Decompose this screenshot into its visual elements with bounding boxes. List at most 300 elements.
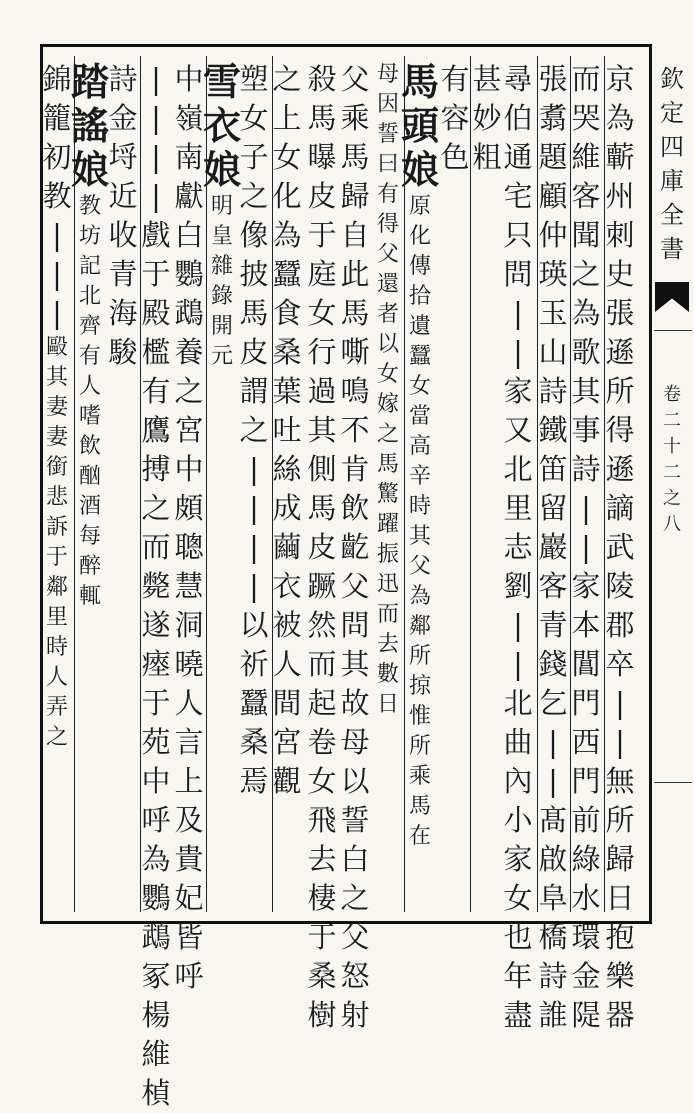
annotation-char: 當	[408, 404, 431, 429]
annotation-char: 鄰	[45, 575, 68, 600]
annotation-char: 齊	[78, 314, 101, 339]
text-char: 上	[272, 101, 302, 135]
text-char: 為	[272, 218, 302, 252]
text-char: 楊	[141, 998, 171, 1032]
text-char: 抱	[605, 920, 635, 954]
entry-title-char: 馬	[401, 59, 440, 104]
text-char: 飛	[307, 803, 337, 837]
text-char: 搏	[141, 452, 171, 486]
text-char: 隄	[571, 998, 601, 1032]
text-char: 馬	[239, 296, 269, 330]
fishtail-mark-icon	[655, 282, 689, 312]
text-char: 海	[108, 296, 138, 330]
text-char: 日	[605, 881, 635, 915]
text-char: 橋	[538, 920, 568, 954]
text-char: 故	[340, 686, 370, 720]
text-char: |	[249, 491, 259, 525]
text-char: 戲	[141, 218, 171, 252]
annotation-char: 有	[78, 344, 101, 369]
text-char: |	[151, 140, 161, 174]
text-char: 錢	[538, 647, 568, 681]
annotation-char: 人	[45, 665, 68, 690]
text-char: 不	[340, 413, 370, 447]
text-char: 于	[307, 218, 337, 252]
text-char: 馬	[307, 491, 337, 525]
text-char: 只	[503, 218, 533, 252]
text-char: 然	[307, 608, 337, 642]
text-char: 卒	[605, 647, 635, 681]
annotation-char: 皇	[210, 224, 233, 249]
annotation-char: 馬	[376, 452, 399, 477]
text-char: 刺	[605, 218, 635, 252]
text-char: 怒	[340, 959, 370, 993]
annotation-char: 教	[78, 194, 101, 219]
text-char: 肯	[340, 452, 370, 486]
text-char: 其	[340, 647, 370, 681]
text-char: 桑	[239, 725, 269, 759]
text-char: 桑	[307, 959, 337, 993]
text-char: 有	[141, 374, 171, 408]
text-char: 詩	[571, 452, 601, 486]
text-char: 貴	[174, 842, 204, 876]
text-char: 鵡	[141, 920, 171, 954]
text-char: 化	[272, 179, 302, 213]
text-char: 及	[174, 803, 204, 837]
text-char: 笛	[538, 452, 568, 486]
text-char: 乞	[538, 686, 568, 720]
text-char: 家	[503, 374, 533, 408]
text-char: 甚	[472, 62, 502, 96]
text-char: 蠶	[239, 686, 269, 720]
annotation-char: 在	[408, 824, 431, 849]
text-char: 女	[239, 101, 269, 135]
text-char: 檻	[141, 335, 171, 369]
text-char: 中	[174, 452, 204, 486]
text-char: 所	[605, 803, 635, 837]
annotation-char: 蠶	[408, 344, 431, 369]
text-char: 年	[503, 959, 533, 993]
text-char: 樹	[307, 998, 337, 1032]
text-char: |	[52, 218, 62, 252]
text-char: 過	[307, 374, 337, 408]
annotation-char: 辛	[408, 464, 431, 489]
text-char: 庭	[307, 257, 337, 291]
text-char: 得	[605, 413, 635, 447]
text-char: 聞	[571, 218, 601, 252]
text-char: 觀	[272, 764, 302, 798]
text-char: 問	[503, 257, 533, 291]
annotation-char: 去	[376, 632, 399, 657]
annotation-char: 銜	[45, 455, 68, 480]
text-char: 中	[141, 764, 171, 798]
text-char: 張	[605, 296, 635, 330]
text-char: 歸	[605, 842, 635, 876]
margin-volume-label: 卷 二 十 二 之 八	[663, 384, 681, 535]
annotation-char: 開	[210, 314, 233, 339]
page-margin	[652, 44, 692, 924]
text-char: 養	[174, 335, 204, 369]
text-char: 以	[239, 608, 269, 642]
text-char: 行	[307, 335, 337, 369]
text-char: 金	[108, 101, 138, 135]
text-char: 于	[141, 257, 171, 291]
text-char: 伯	[503, 101, 533, 135]
text-char: 詩	[538, 374, 568, 408]
annotation-char: 酗	[78, 464, 101, 489]
text-char: 家	[571, 569, 601, 603]
text-char: 環	[571, 920, 601, 954]
text-char: 斃	[141, 569, 171, 603]
annotation-char: 日	[376, 692, 399, 717]
annotation-char: 女	[376, 362, 399, 387]
annotation-char: 嫁	[376, 392, 399, 417]
text-char: |	[513, 296, 523, 330]
annotation-char: 時	[408, 494, 431, 519]
text-char: 繭	[272, 530, 302, 564]
text-char: 前	[571, 803, 601, 837]
text-char: 而	[141, 530, 171, 564]
annotation-char: 者	[376, 302, 399, 327]
text-char: 里	[503, 491, 533, 525]
text-char: 州	[605, 179, 635, 213]
text-char: 獻	[174, 179, 204, 213]
entry-title-char: 娘	[401, 147, 440, 192]
text-char: 北	[503, 686, 533, 720]
text-char: 呼	[141, 803, 171, 837]
annotation-char: 訴	[45, 515, 68, 540]
annotation-char: 之	[376, 422, 399, 447]
text-char: 其	[307, 413, 337, 447]
text-char: 水	[571, 881, 601, 915]
text-char: 巖	[538, 530, 568, 564]
text-char: 子	[239, 140, 269, 174]
annotation-char: 飲	[78, 434, 101, 459]
text-char: 有	[440, 62, 470, 96]
text-char: 之	[571, 257, 601, 291]
text-char: 遜	[605, 335, 635, 369]
text-char: 謫	[605, 491, 635, 525]
text-char: 殺	[307, 62, 337, 96]
annotation-char: 迅	[376, 572, 399, 597]
text-char: 白	[340, 842, 370, 876]
text-char: 皮	[307, 530, 337, 564]
text-char: 鸚	[141, 881, 171, 915]
text-char: 為	[571, 296, 601, 330]
text-char: 馬	[307, 101, 337, 135]
text-char: |	[249, 530, 259, 564]
entry-title-char: 雪	[203, 59, 242, 104]
text-char: 曉	[174, 647, 204, 681]
text-char: 鳴	[340, 374, 370, 408]
annotation-char: 輒	[78, 584, 101, 609]
text-char: 誓	[340, 803, 370, 837]
annotation-char: 乘	[408, 764, 431, 789]
text-char: 葉	[272, 374, 302, 408]
text-char: 盡	[503, 998, 533, 1032]
text-char: 為	[141, 842, 171, 876]
annotation-char: 惟	[408, 704, 431, 729]
text-char: 鷹	[141, 413, 171, 447]
annotation-char: 雜	[210, 254, 233, 279]
text-char: 粗	[472, 140, 502, 174]
text-char: 呼	[174, 959, 204, 993]
annotation-char: 妻	[45, 395, 68, 420]
text-char: 之	[239, 413, 269, 447]
annotation-char: 還	[376, 272, 399, 297]
text-char: 尋	[503, 62, 533, 96]
annotation-char: 悲	[45, 485, 68, 510]
text-char: 京	[605, 62, 635, 96]
text-char: 容	[440, 101, 470, 135]
text-char: 內	[503, 764, 533, 798]
annotation-char: 醉	[78, 554, 101, 579]
text-char: 人	[272, 647, 302, 681]
text-char: 射	[340, 998, 370, 1032]
annotation-char: 每	[78, 524, 101, 549]
text-char: |	[52, 257, 62, 291]
text-char: 齕	[340, 530, 370, 564]
annotation-char: 得	[376, 212, 399, 237]
text-char: 為	[605, 101, 635, 135]
text-char: 上	[174, 764, 204, 798]
text-char: 問	[340, 608, 370, 642]
text-char: 棲	[307, 881, 337, 915]
text-char: |	[249, 569, 259, 603]
annotation-char: 里	[45, 605, 68, 630]
text-char: 宅	[503, 179, 533, 213]
text-char: 綠	[571, 842, 601, 876]
annotation-char: 掠	[408, 674, 431, 699]
text-char: 以	[340, 764, 370, 798]
text-char: 鐵	[538, 413, 568, 447]
annotation-char: 其	[45, 365, 68, 390]
text-char: 冢	[141, 959, 171, 993]
entry-title-char: 娘	[203, 147, 242, 192]
text-char: 小	[503, 803, 533, 837]
annotation-char: 拾	[408, 284, 431, 309]
text-char: 門	[571, 764, 601, 798]
annotation-char: 曰	[376, 152, 399, 177]
entry-title-char: 踏	[71, 59, 110, 104]
annotation-char: 錄	[210, 284, 233, 309]
text-char: 髙	[538, 803, 568, 837]
text-char: 塑	[239, 62, 269, 96]
text-char: 哭	[571, 101, 601, 135]
text-char: 蠶	[272, 257, 302, 291]
annotation-char: 馬	[408, 794, 431, 819]
entry-title-char: 頭	[401, 103, 440, 148]
text-char: 張	[538, 62, 568, 96]
text-char: 聰	[174, 530, 204, 564]
text-char: 吐	[272, 413, 302, 447]
annotation-char: 母	[376, 62, 399, 87]
annotation-char: 妻	[45, 425, 68, 450]
text-char: 色	[440, 140, 470, 174]
text-char: |	[52, 296, 62, 330]
annotation-char: 因	[376, 92, 399, 117]
text-char: 皮	[307, 179, 337, 213]
text-char: 北	[503, 452, 533, 486]
annotation-char: 振	[376, 542, 399, 567]
text-char: 宮	[174, 413, 204, 447]
text-char: 言	[174, 725, 204, 759]
text-char: 客	[571, 179, 601, 213]
text-char: 阜	[538, 881, 568, 915]
text-char: 去	[307, 842, 337, 876]
text-char: 楨	[141, 1076, 171, 1110]
annotation-char: 元	[210, 344, 233, 369]
text-char: 曝	[307, 140, 337, 174]
text-char: 所	[605, 374, 635, 408]
text-char: 詩	[538, 959, 568, 993]
text-char: 初	[42, 140, 72, 174]
margin-book-title: 欽 定 四 庫 全 書	[660, 65, 684, 263]
text-char: |	[615, 686, 625, 720]
annotation-char: 躍	[376, 512, 399, 537]
text-char: 之	[272, 62, 302, 96]
entry-title-char: 娘	[71, 147, 110, 192]
text-char: 仲	[538, 218, 568, 252]
text-char: 駿	[108, 335, 138, 369]
text-column-c18	[36, 60, 78, 910]
annotation-char: 其	[408, 524, 431, 549]
text-char: |	[513, 335, 523, 369]
text-char: 其	[571, 374, 601, 408]
annotation-char: 時	[45, 635, 68, 660]
annotation-char: 遺	[408, 314, 431, 339]
text-char: 西	[571, 725, 601, 759]
text-char: |	[615, 725, 625, 759]
text-char: 維	[141, 1037, 171, 1071]
text-char: 事	[571, 413, 601, 447]
text-char: |	[151, 179, 161, 213]
text-char: 成	[272, 491, 302, 525]
text-char: 收	[108, 218, 138, 252]
text-char: 又	[503, 413, 533, 447]
annotation-char: 數	[376, 662, 399, 687]
annotation-char: 以	[376, 332, 399, 357]
text-char: 陵	[605, 569, 635, 603]
text-char: |	[151, 62, 161, 96]
annotation-char: 人	[78, 374, 101, 399]
text-char: 起	[307, 686, 337, 720]
text-char: 妙	[472, 101, 502, 135]
text-char: 女	[272, 140, 302, 174]
annotation-char: 原	[408, 194, 431, 219]
text-char: 近	[108, 179, 138, 213]
text-char: 啟	[538, 842, 568, 876]
text-char: 自	[340, 218, 370, 252]
text-char: 也	[503, 920, 533, 954]
text-char: 之	[141, 491, 171, 525]
text-char: 宮	[272, 725, 302, 759]
text-char: 通	[503, 140, 533, 174]
text-char: 卷	[307, 725, 337, 759]
text-char: 留	[538, 491, 568, 525]
annotation-char: 明	[210, 194, 233, 219]
text-char: 皆	[174, 920, 204, 954]
text-char: 父	[340, 62, 370, 96]
text-char: 間	[272, 686, 302, 720]
text-char: 籠	[42, 101, 72, 135]
text-char: 無	[605, 764, 635, 798]
text-char: 歸	[340, 179, 370, 213]
text-char: 馬	[340, 140, 370, 174]
text-char: 志	[503, 530, 533, 564]
annotation-char: 傳	[408, 254, 431, 279]
text-char: 武	[605, 530, 635, 564]
text-char: 曲	[503, 725, 533, 759]
entry-title-char: 衣	[203, 103, 242, 148]
text-char: 史	[605, 257, 635, 291]
text-char: |	[581, 491, 591, 525]
text-char: 青	[538, 608, 568, 642]
annotation-char: 鄰	[408, 614, 431, 639]
annotation-char: 所	[408, 734, 431, 759]
text-char: 食	[272, 296, 302, 330]
text-char: 父	[340, 920, 370, 954]
text-char: 馬	[340, 296, 370, 330]
text-char: 詩	[108, 62, 138, 96]
text-char: 嘶	[340, 335, 370, 369]
text-char: 女	[503, 881, 533, 915]
text-char: 門	[571, 686, 601, 720]
text-char: 之	[239, 179, 269, 213]
text-char: 皮	[239, 335, 269, 369]
text-char: 絲	[272, 452, 302, 486]
text-char: 本	[571, 608, 601, 642]
text-char: 鸚	[174, 257, 204, 291]
text-char: 南	[174, 140, 204, 174]
text-char: 玉	[538, 296, 568, 330]
text-char: 于	[307, 920, 337, 954]
text-char: 維	[571, 140, 601, 174]
text-char: 乘	[340, 101, 370, 135]
text-char: |	[249, 452, 259, 486]
text-char: 妃	[174, 881, 204, 915]
text-char: 白	[174, 218, 204, 252]
text-char: 瘞	[141, 647, 171, 681]
text-char: |	[513, 647, 523, 681]
text-char: 洞	[174, 608, 204, 642]
text-char: 桑	[272, 335, 302, 369]
text-char: 蘄	[605, 140, 635, 174]
text-char: 閶	[571, 647, 601, 681]
text-char: 山	[538, 335, 568, 369]
text-char: 嶺	[174, 101, 204, 135]
text-char: 遂	[141, 608, 171, 642]
text-char: 歌	[571, 335, 601, 369]
text-char: 郡	[605, 608, 635, 642]
text-char: 殿	[141, 296, 171, 330]
text-char: 而	[307, 647, 337, 681]
text-char: 蹶	[307, 569, 337, 603]
text-char: 家	[503, 842, 533, 876]
text-char: 焉	[239, 764, 269, 798]
text-char: 器	[605, 998, 635, 1032]
text-char: 誰	[538, 998, 568, 1032]
text-char: 苑	[141, 725, 171, 759]
annotation-char: 于	[45, 545, 68, 570]
annotation-char: 女	[408, 374, 431, 399]
text-char: 衣	[272, 569, 302, 603]
text-char: 女	[307, 764, 337, 798]
text-char: 母	[340, 725, 370, 759]
text-char: 祈	[239, 647, 269, 681]
text-char: 而	[571, 62, 601, 96]
text-char: 父	[340, 569, 370, 603]
annotation-char: 所	[408, 644, 431, 669]
